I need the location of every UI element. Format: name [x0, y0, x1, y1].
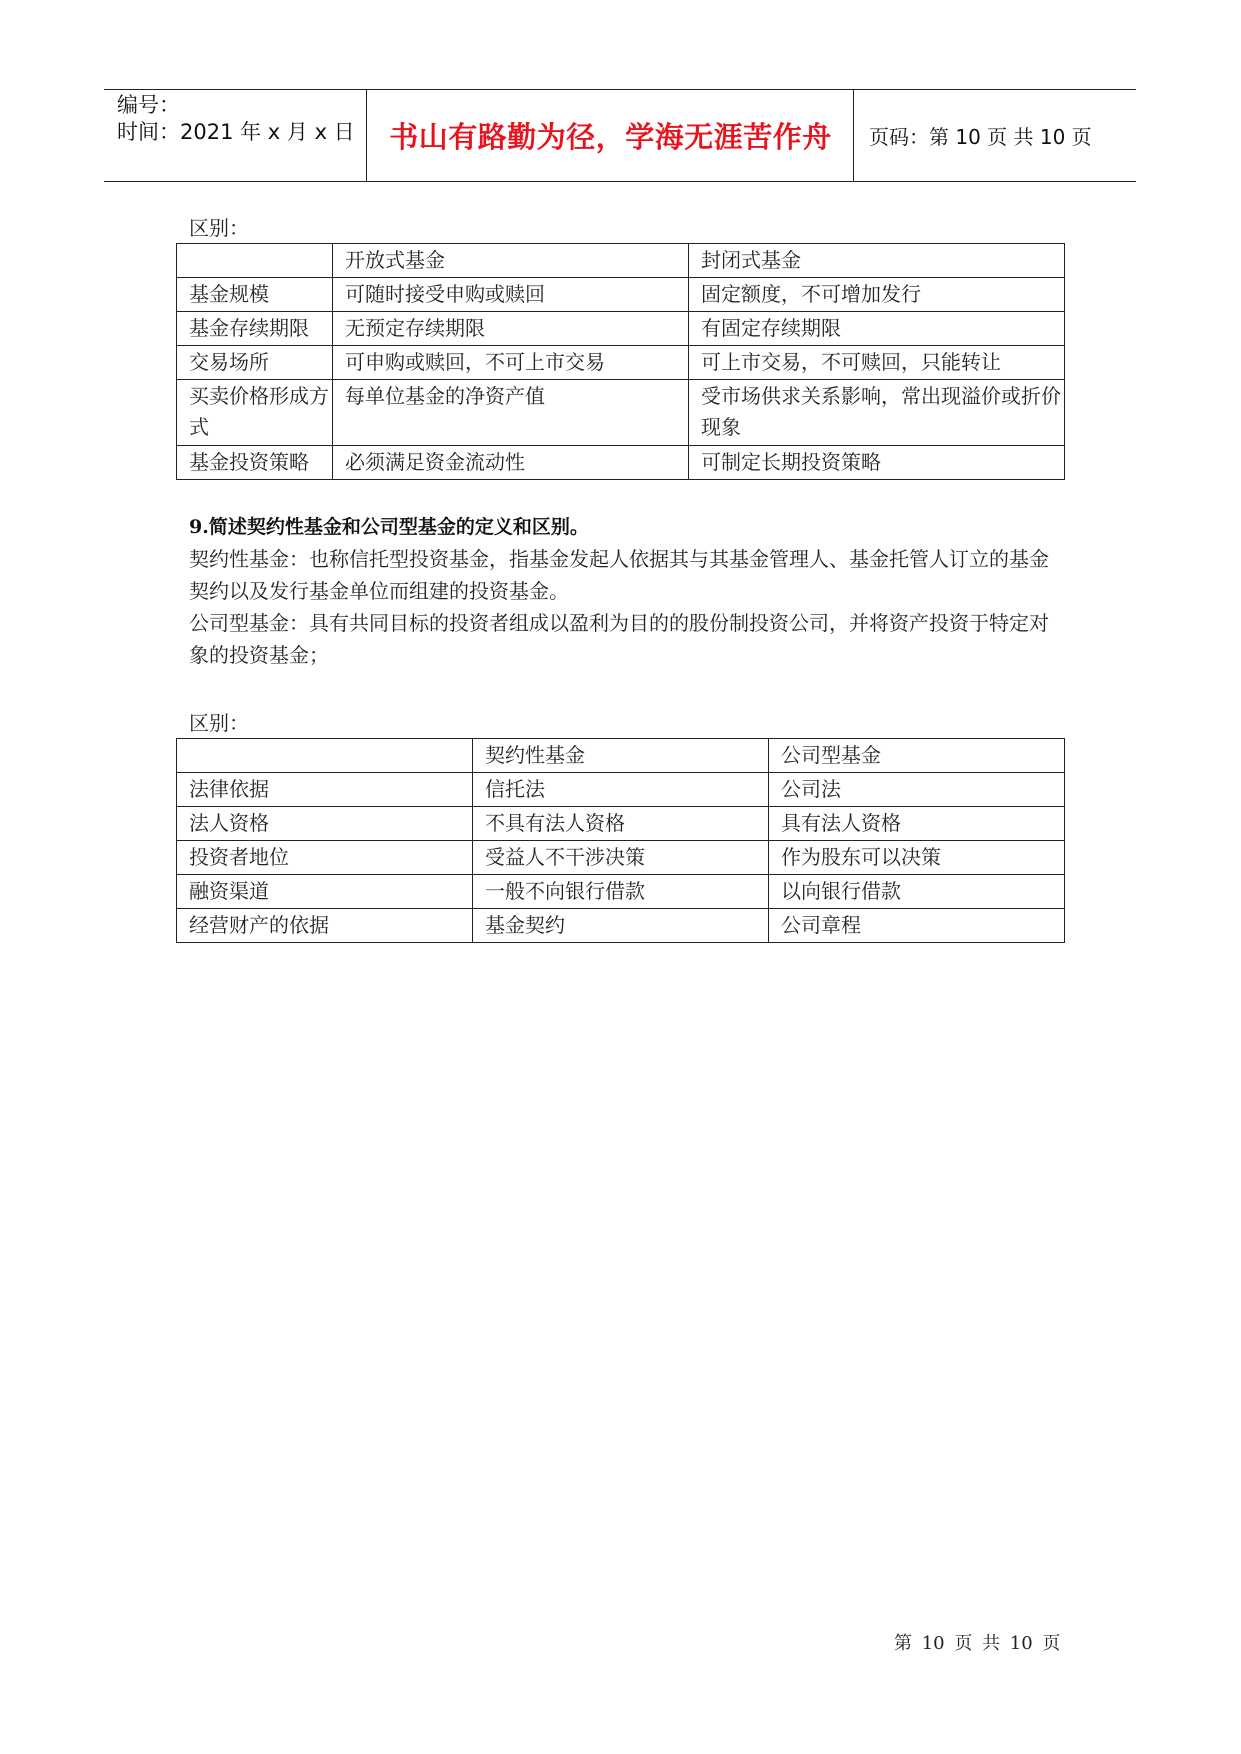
- table1-label: 区别：: [189, 216, 249, 240]
- table-cell: 公司章程: [769, 909, 1065, 943]
- table-cell: 法人资格: [177, 807, 473, 841]
- table-row: [177, 346, 1065, 380]
- comparison-table-contract-corporate: [176, 738, 1065, 943]
- table-cell: 经营财产的依据: [177, 909, 473, 943]
- number-label: 编号：: [117, 93, 180, 117]
- table-header-cell: 契约性基金: [473, 739, 769, 773]
- table-cell: 每单位基金的净资产值: [333, 380, 689, 446]
- table-header-cell: 公司型基金: [769, 739, 1065, 773]
- table-cell: 受益人不干涉决策: [473, 841, 769, 875]
- definition-contract-fund: 契约性基金：也称信托型投资基金，指基金发起人依据其与其基金管理人、基金托管人订立的基金契约以及发行基金单位而组建的投资基金。: [189, 547, 1049, 603]
- table-row: [177, 773, 1065, 807]
- definition-corporate-fund: 公司型基金：具有共同目标的投资者组成以盈利为目的的股份制投资公司，并将资产投资于特定对象的投资基金；: [189, 611, 1049, 667]
- table-cell: 不具有法人资格: [473, 807, 769, 841]
- table-cell: 必须满足资金流动性: [333, 446, 689, 480]
- table-cell: 基金契约: [473, 909, 769, 943]
- table-row: [177, 807, 1065, 841]
- table-row: [177, 380, 1065, 446]
- table-header-row: [177, 739, 1065, 773]
- table-cell: 投资者地位: [177, 841, 473, 875]
- question-title: 9.简述契约性基金和公司型基金的定义和区别。: [189, 516, 589, 538]
- table-cell: 固定额度，不可增加发行: [689, 278, 1065, 312]
- table-row: [177, 446, 1065, 480]
- table-cell: 可上市交易，不可赎回，只能转让: [689, 346, 1065, 380]
- table-header-cell: 开放式基金: [333, 244, 689, 278]
- comparison-table-open-closed: [176, 243, 1065, 480]
- page-header: [104, 89, 1136, 182]
- table-row: [177, 312, 1065, 346]
- table-row: [177, 841, 1065, 875]
- table-cell: 作为股东可以决策: [769, 841, 1065, 875]
- table-cell: 买卖价格形成方式: [177, 380, 333, 446]
- time-label: 时间：2021 年 x 月 x 日: [117, 120, 355, 144]
- table-header-cell: [177, 244, 333, 278]
- header-divider: [853, 90, 854, 181]
- table-cell: 具有法人资格: [769, 807, 1065, 841]
- table-header-cell: [177, 739, 473, 773]
- header-divider: [366, 90, 367, 181]
- table-cell: 以向银行借款: [769, 875, 1065, 909]
- table-header-cell: 封闭式基金: [689, 244, 1065, 278]
- table-cell: 可制定长期投资策略: [689, 446, 1065, 480]
- table-cell: 基金规模: [177, 278, 333, 312]
- header-page-label: 页码：第 10 页 共 10 页: [869, 125, 1092, 149]
- table-cell: 公司法: [769, 773, 1065, 807]
- table-row: [177, 909, 1065, 943]
- table-cell: 基金存续期限: [177, 312, 333, 346]
- table-row: [177, 278, 1065, 312]
- table-cell: 信托法: [473, 773, 769, 807]
- header-meta: [117, 92, 355, 146]
- table-cell: 无预定存续期限: [333, 312, 689, 346]
- table2-label: 区别：: [189, 711, 249, 735]
- table-cell: 法律依据: [177, 773, 473, 807]
- page-footer: 第 10 页 共 10 页: [894, 1633, 1061, 1654]
- table-row: [177, 875, 1065, 909]
- table-cell: 一般不向银行借款: [473, 875, 769, 909]
- table-cell: 交易场所: [177, 346, 333, 380]
- table-cell: 可申购或赎回，不可上市交易: [333, 346, 689, 380]
- table-cell: 受市场供求关系影响，常出现溢价或折价现象: [689, 380, 1065, 446]
- header-motto: 书山有路勤为径，学海无涯苦作舟: [389, 120, 832, 154]
- table-cell: 基金投资策略: [177, 446, 333, 480]
- table-cell: 有固定存续期限: [689, 312, 1065, 346]
- table-header-row: [177, 244, 1065, 278]
- table-cell: 融资渠道: [177, 875, 473, 909]
- table-cell: 可随时接受申购或赎回: [333, 278, 689, 312]
